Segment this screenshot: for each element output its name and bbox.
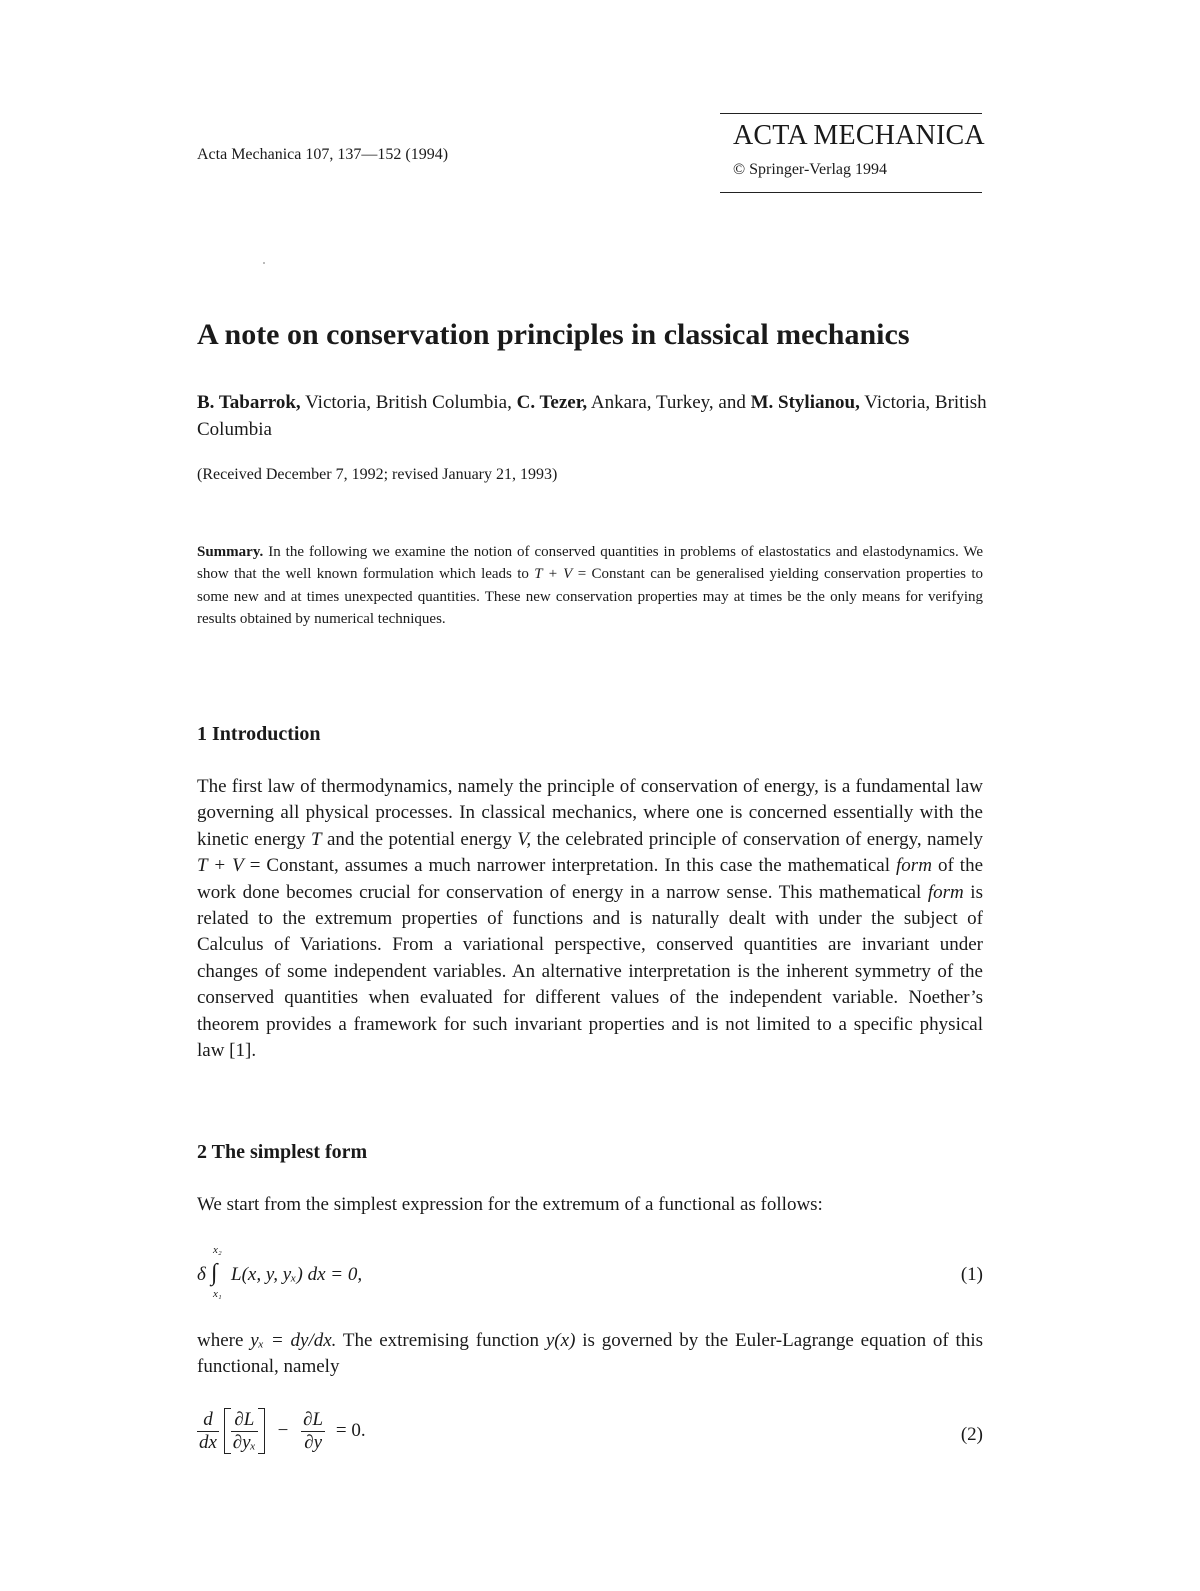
body-text: the celebrated principle of conservation of energy, namely <box>531 828 983 850</box>
section-heading-simplest-form: 2 The simplest form <box>197 1141 368 1163</box>
symbol-T: T <box>310 828 322 850</box>
numerator: d <box>197 1409 219 1432</box>
integral-sign: ∫ <box>211 1260 218 1286</box>
section-heading-introduction: 1 Introduction <box>197 723 321 745</box>
summary-label: Summary. <box>197 544 264 560</box>
numerator: ∂L <box>231 1409 258 1432</box>
author-affiliation: Victoria, British Columbia <box>197 392 987 440</box>
symbol-V: V, <box>517 828 532 850</box>
body-text: = Constant, assumes a much narrower interpretation. In this case the mathematical <box>243 855 897 877</box>
summary-text: = Constant can be generalised yielding conservation properties to some new and at times unexpected quantities. These new conservation properties may at times be the only means for verifying results obtained by numerical techniques. <box>197 566 984 628</box>
body-text: is related to the extremum properties of functions and is naturally dealt with under the subject of Calculus of Variations. From a variational perspective, conserved quantities are invariant under changes of some independent variables. An alternative interpretation is the inherent symmetry of the conserved quantities when evaluated for different values of the independent variable. Noether’s theorem provides a framework for such invariant properties and is not limited to a specific physical law [1]. <box>197 881 983 1062</box>
denominator: ∂y <box>304 1431 323 1453</box>
denominator: dx <box>199 1431 217 1453</box>
copyright-line: © Springer-Verlag 1994 <box>733 161 888 178</box>
left-bracket <box>224 1408 231 1454</box>
body-text: The extremising function <box>336 1330 546 1351</box>
euler-lagrange-paragraph <box>197 1328 983 1381</box>
body-text: of the work done becomes crucial for conservation of energy in a narrow sense. This mathematical <box>197 855 984 903</box>
emphasis-form: form <box>896 855 932 877</box>
author-name: B. Tabarrok, <box>197 392 301 413</box>
equation-body: L(x, y, yₓ) dx = 0, <box>231 1264 363 1285</box>
scan-speck <box>263 262 265 264</box>
right-bracket <box>258 1408 265 1454</box>
body-text: and the potential energy <box>321 828 518 850</box>
equation-rhs: = 0. <box>335 1420 366 1441</box>
introduction-paragraph <box>197 774 983 1064</box>
author-affiliation: Ankara, Turkey, and <box>587 392 751 413</box>
delta-symbol: δ <box>197 1264 206 1285</box>
body-text: where <box>197 1330 251 1351</box>
fraction-dL-dy <box>301 1409 325 1454</box>
formula-inline: y(x) <box>545 1330 576 1351</box>
author-name: M. Stylianou, <box>750 392 860 413</box>
body-text: is governed by the Euler-Lagrange equation of this functional, namely <box>197 1330 983 1378</box>
formula-inline: yₓ = dy/dx. <box>250 1330 337 1351</box>
author-list <box>197 389 987 443</box>
equation-number: (2) <box>960 1424 983 1445</box>
formula-inline: T + V <box>197 855 244 877</box>
numerator: ∂L <box>303 1408 324 1430</box>
author-name: C. Tezer, <box>516 392 588 413</box>
author-affiliation: Victoria, British Columbia, <box>300 392 517 413</box>
fraction-dL-dyx <box>231 1409 258 1454</box>
fraction-d-dx <box>197 1409 219 1454</box>
received-dates: (Received December 7, 1992; revised January 21, 1993) <box>197 466 558 483</box>
body-text: The first law of thermodynamics, namely the principle of conservation of energy, is a fundamental law governing all physical processes. In classical mechanics, where one is concerned essentially with the kinetic energy <box>197 776 983 850</box>
journal-name: ACTA MECHANICA <box>733 120 985 151</box>
summary-text: In the following we examine the notion of conserved quantities in problems of elastostatics and elastodynamics. We show that the well known formulation which leads to <box>197 544 983 583</box>
equation-number: (1) <box>960 1264 983 1285</box>
equation-2 <box>197 1408 983 1468</box>
integral-upper-limit: x₂ <box>213 1244 222 1256</box>
formula-inline: T + V <box>534 566 573 583</box>
denominator: ∂yₓ <box>232 1431 256 1453</box>
equation-1 <box>197 1244 983 1306</box>
minus-sign: − <box>277 1420 289 1441</box>
section-intro-sentence: We start from the simplest expression for the extremum of a functional as follows: <box>197 1194 823 1215</box>
summary-paragraph <box>197 541 983 631</box>
journal-citation: Acta Mechanica 107, 137—152 (1994) <box>197 146 449 163</box>
emphasis-form: form <box>927 881 964 903</box>
integral-lower-limit: x₁ <box>213 1288 222 1300</box>
article-title: A note on conservation principles in classical mechanics <box>197 318 910 351</box>
